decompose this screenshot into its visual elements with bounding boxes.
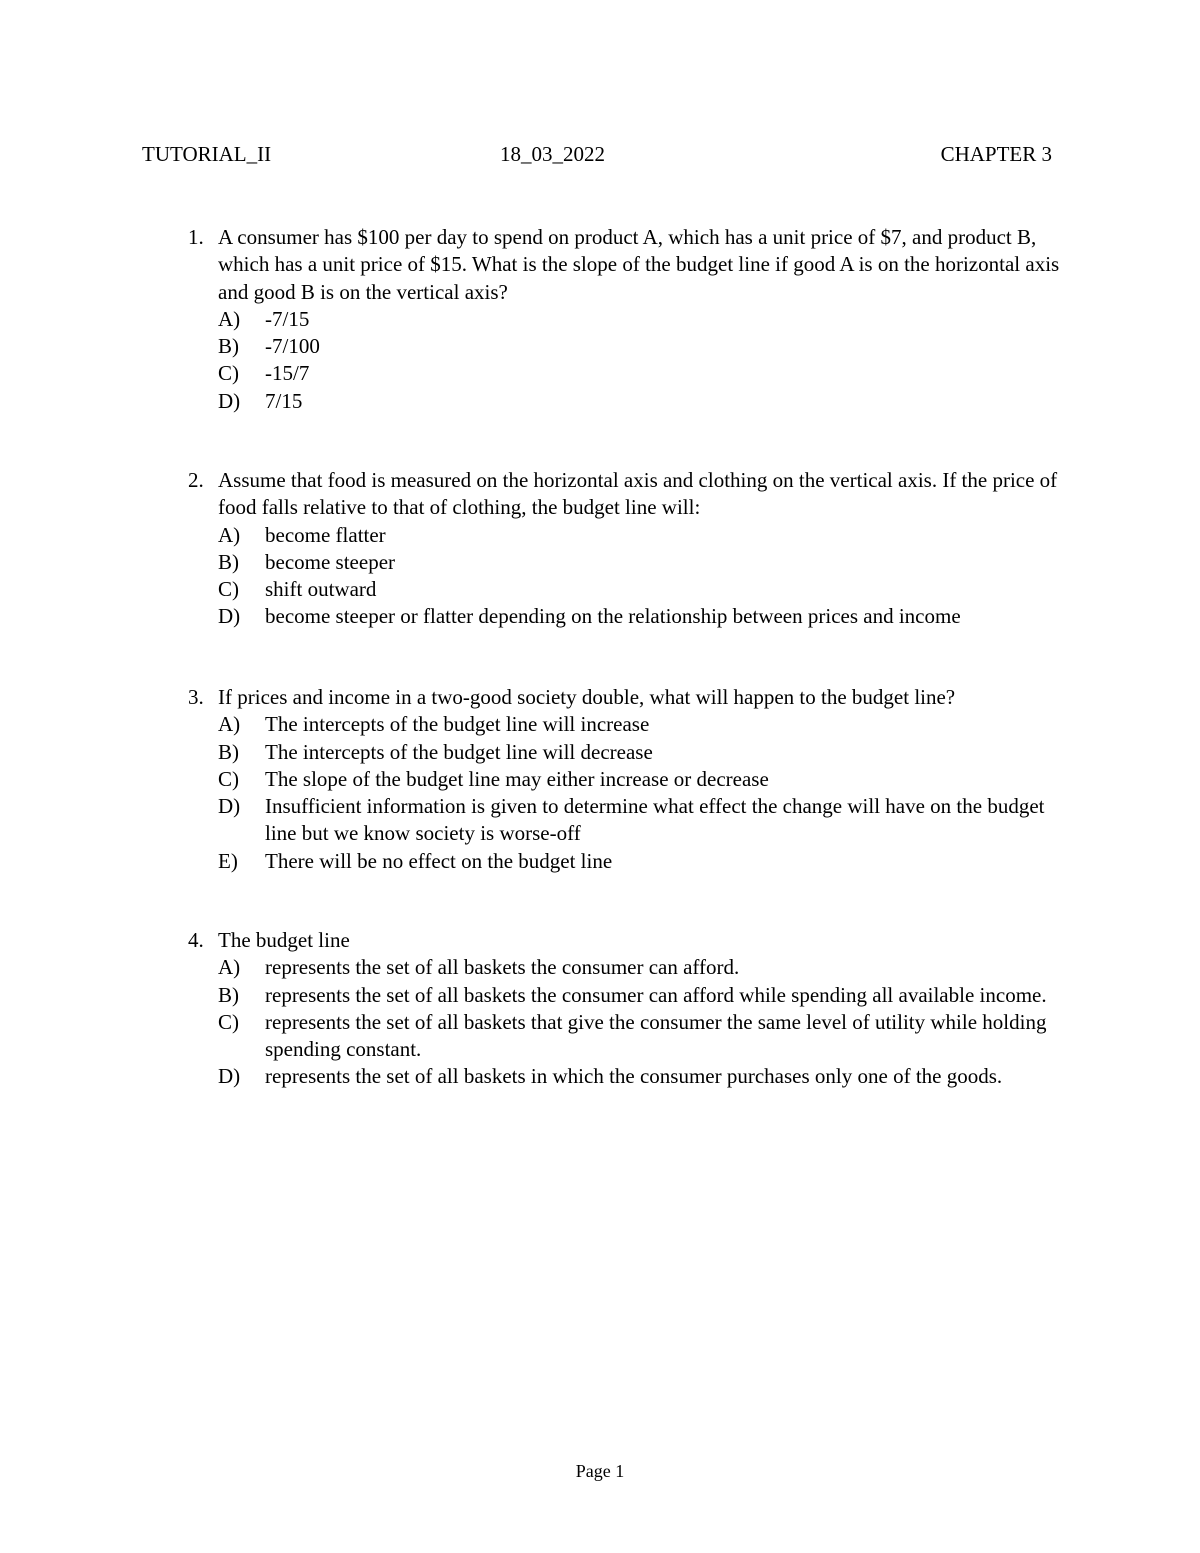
option-text: Insufficient information is given to determine what effect the change will have on the budget line but we know society is worse-off xyxy=(265,794,1045,846)
question-1 xyxy=(188,224,1068,415)
question-3 xyxy=(188,684,1068,875)
option-b xyxy=(218,549,1068,576)
option-text: The intercepts of the budget line will decrease xyxy=(265,739,653,764)
option-c xyxy=(218,576,1068,603)
option-letter: C) xyxy=(218,577,239,602)
option-c xyxy=(218,766,1068,793)
option-list xyxy=(218,711,1068,875)
question-number: 2. xyxy=(188,468,204,492)
option-text: -7/15 xyxy=(265,306,310,331)
option-text: become flatter xyxy=(265,522,386,547)
question-2 xyxy=(188,467,1068,631)
option-letter: D) xyxy=(218,388,241,413)
option-letter: A) xyxy=(218,712,241,737)
option-letter: B) xyxy=(218,739,239,764)
page-header xyxy=(142,142,1052,170)
option-a xyxy=(218,306,1068,333)
option-text: shift outward xyxy=(265,577,377,602)
option-c xyxy=(218,1009,1068,1064)
option-letter: A) xyxy=(218,306,241,331)
option-text: represents the set of all baskets in which the consumer purchases only one of the goods. xyxy=(265,1064,1003,1089)
header-tutorial: TUTORIAL_II xyxy=(142,142,272,166)
option-b xyxy=(218,982,1068,1009)
option-text: represents the set of all baskets that give the consumer the same level of utility while holding spending constant. xyxy=(265,1009,1047,1062)
option-c xyxy=(218,360,1068,387)
option-letter: B) xyxy=(218,334,239,359)
option-text: become steeper xyxy=(265,549,396,574)
question-text: Assume that food is measured on the horizontal axis and clothing on the vertical axis. If the price of food falls relative to that of clothing, the budget line will: xyxy=(218,468,1058,520)
option-text: The intercepts of the budget line will increase xyxy=(265,712,650,737)
option-a xyxy=(218,522,1068,549)
page-number: Page 1 xyxy=(575,1461,625,1481)
option-letter: E) xyxy=(218,848,238,873)
option-b xyxy=(218,333,1068,360)
option-text: -15/7 xyxy=(265,361,310,386)
header-chapter: CHAPTER 3 xyxy=(940,142,1052,166)
option-letter: B) xyxy=(218,549,239,574)
option-letter: D) xyxy=(218,604,241,629)
option-letter: C) xyxy=(218,361,239,386)
option-list xyxy=(218,522,1068,631)
option-text: -7/100 xyxy=(265,334,320,359)
option-letter: D) xyxy=(218,794,241,819)
option-letter: D) xyxy=(218,1064,241,1089)
question-text: A consumer has $100 per day to spend on product A, which has a unit price of $7, and product B, which has a unit price of $15. What is the slope of the budget line if good A is on the horizontal axis and good B is on the vertical axis? xyxy=(218,225,1060,304)
option-e xyxy=(218,848,1068,875)
option-text: 7/15 xyxy=(265,388,303,413)
option-a xyxy=(218,954,1068,981)
question-number: 1. xyxy=(188,225,204,249)
header-date: 18_03_2022 xyxy=(500,142,605,166)
option-d xyxy=(218,603,1068,630)
option-letter: A) xyxy=(218,955,241,980)
option-text: The slope of the budget line may either increase or decrease xyxy=(265,766,769,791)
question-4 xyxy=(188,927,1068,1091)
option-text: become steeper or flatter depending on the relationship between prices and income xyxy=(265,604,961,629)
question-text: The budget line xyxy=(218,928,350,952)
option-list xyxy=(218,954,1068,1090)
option-letter: B) xyxy=(218,982,239,1007)
option-letter: A) xyxy=(218,522,241,547)
option-list xyxy=(218,306,1068,415)
question-number: 3. xyxy=(188,685,204,709)
option-d xyxy=(218,1063,1068,1090)
page-footer xyxy=(0,1461,1200,1482)
option-letter: C) xyxy=(218,766,239,791)
question-number: 4. xyxy=(188,928,204,952)
option-b xyxy=(218,739,1068,766)
option-d xyxy=(218,388,1068,415)
option-a xyxy=(218,711,1068,738)
option-d xyxy=(218,793,1068,848)
option-text: There will be no effect on the budget line xyxy=(265,848,613,873)
question-text: If prices and income in a two-good society double, what will happen to the budget line? xyxy=(218,685,956,709)
option-text: represents the set of all baskets the consumer can afford. xyxy=(265,955,740,980)
option-text: represents the set of all baskets the consumer can afford while spending all available income. xyxy=(265,982,1047,1007)
option-letter: C) xyxy=(218,1009,239,1034)
